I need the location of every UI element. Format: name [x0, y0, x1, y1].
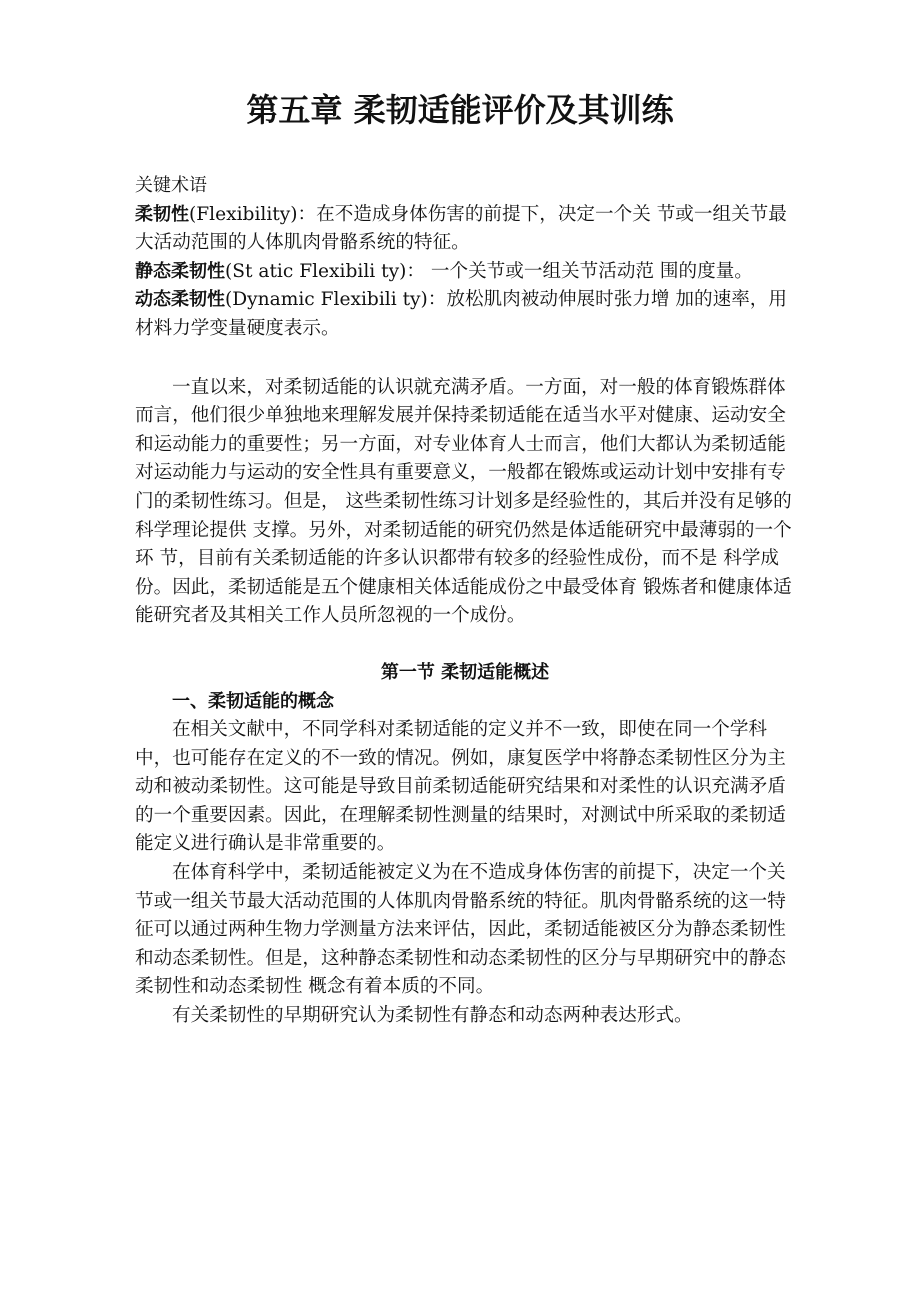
spacer [135, 344, 795, 374]
subsection-title: 一、柔韧适能的概念 [172, 690, 334, 712]
term-name: 静态柔韧性 [135, 260, 225, 282]
body-paragraph: 在相关文献中，不同学科对柔韧适能的定义并不一致，即使在同一个学科中，也可能存在定义的不一致的情况。例如，康复医学中将静态柔韧性区分为主动和被动柔韧性。这可能是导致目前柔韧适能研究结果和对柔性的认识充满矛盾的一个重要因素。因此，在理解柔韧性测量的结果时，对测试中所采取的柔韧适能定义进行确认是非常重要的。 [135, 719, 786, 855]
spacer [135, 631, 795, 659]
term-definition: (Dynamic Flexibili ty)：放松肌肉被动伸展时张力增 加的速率，用材料力学变量硬度表示。 [135, 289, 787, 339]
document-body [135, 172, 795, 1031]
term-flexibility [135, 201, 795, 258]
intro-paragraph: 一直以来，对柔韧适能的认识就充满矛盾。一方面，对一般的体育锻炼群体而言，他们很少单独地来理解发展并保持柔韧适能在适当水平对健康、运动安全和运动能力的重要性；另一方面，对专业体育人士而言，他们大都认为柔韧适能对运动能力与运动的安全性具有重要意义，一般都在锻炼或运动计划中安排有专门的柔韧性练习。但是， 这些柔韧性练习计划多是经验性的，其后并没有足够的科学理论提供 支撑。另外，对柔韧适能的研究仍然是体适能研究中最薄弱的一个环 节，目前有关柔韧适能的许多认识都带有较多的经验性成份，而不是 科学成份。因此，柔韧适能是五个健康相关体适能成份之中最受体育 锻炼者和健康体适能研究者及其相关工作人员所忽视的一个成份。 [135, 376, 792, 627]
term-static-flexibility [135, 258, 795, 287]
key-terms-heading: 关键术语 [135, 175, 207, 196]
term-dynamic-flexibility [135, 286, 795, 343]
term-name: 柔韧性 [135, 203, 189, 225]
term-name: 动态柔韧性 [135, 289, 225, 311]
term-definition: (Flexibility)：在不造成身体伤害的前提下，决定一个关 节或一组关节最大活动范围的人体肌肉骨骼系统的特征。 [135, 203, 787, 254]
term-definition: (St atic Flexibili ty)： 一个关节或一组关节活动范 围的度量。 [225, 260, 753, 282]
chapter-title: 第五章 柔韧适能评价及其训练 [246, 91, 674, 129]
section-title: 第一节 柔韧适能概述 [380, 661, 550, 683]
body-paragraph: 在体育科学中，柔韧适能被定义为在不造成身体伤害的前提下，决定一个关节或一组关节最大活动范围的人体肌肉骨骼系统的特征。肌肉骨骼系统的这一特征可以通过两种生物力学测量方法来评估，因此，柔韧适能被区分为静态柔韧性和动态柔韧性。但是，这种静态柔韧性和动态柔韧性的区分与早期研究中的静态柔韧性和动态柔韧性 概念有着本质的不同。 [135, 862, 786, 998]
body-paragraph: 有关柔韧性的早期研究认为柔韧性有静态和动态两种表达形式。 [172, 1005, 693, 1027]
